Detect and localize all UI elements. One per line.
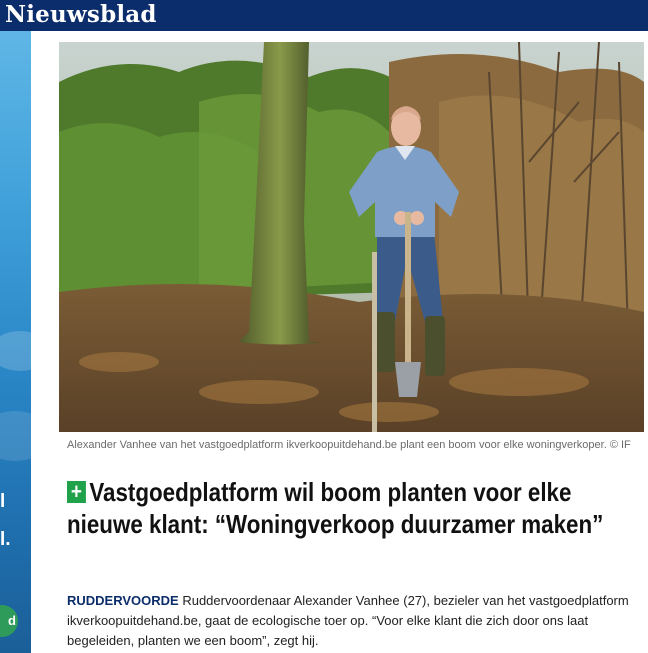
article-headline[interactable] [67, 476, 639, 540]
ad-wave-decoration [0, 331, 31, 371]
intro-text: Ruddervoordenaar Alexander Vanhee (27), bezieler van het vastgoedplatform ikverkoopuitdehand.be, gaat de ecologische toer op. “Voor elke klant die zich door ons laat begeleiden, planten we een boom”, zegt hij. [67, 593, 629, 648]
site-logo[interactable]: Nieuwsblad [5, 1, 157, 28]
side-advertisement[interactable] [0, 31, 31, 653]
location-label: RUDDERVOORDE [67, 593, 179, 608]
photo-caption: Alexander Vanhee van het vastgoedplatform ikverkoopuitdehand.be plant een boom voor elke woningverkoper. © IF [67, 439, 631, 451]
ad-text-fragment: l. [0, 529, 11, 550]
ad-wave-decoration [0, 411, 31, 461]
ad-button[interactable]: d [0, 605, 18, 637]
photo-illustration [59, 42, 644, 432]
ad-text-fragment: l [0, 491, 6, 512]
article-photo[interactable] [59, 42, 644, 432]
headline-text[interactable]: Vastgoedplatform wil boom planten voor elke nieuwe klant: “Woningverkoop duurzamer maken” [67, 477, 604, 539]
site-header [0, 0, 648, 31]
article-intro [67, 591, 642, 651]
plus-badge-icon: + [67, 481, 86, 503]
